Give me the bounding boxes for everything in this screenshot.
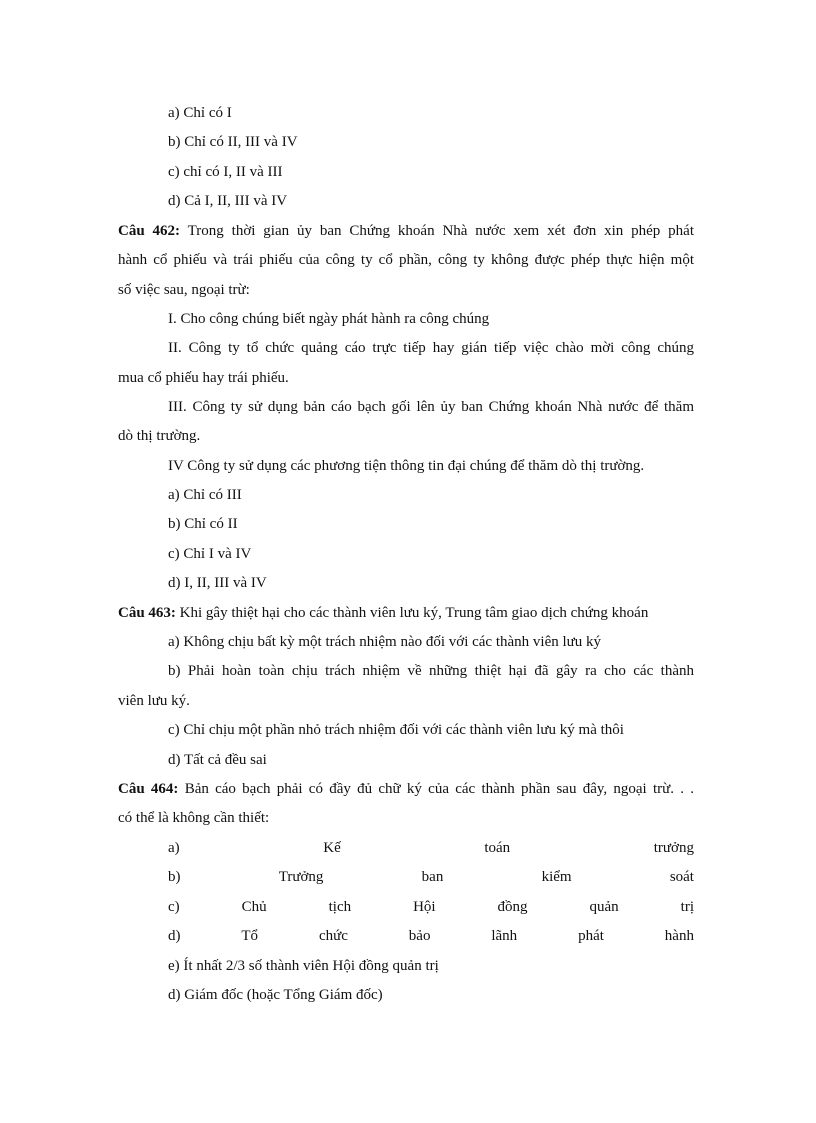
option-c: c) chỉ có I, II và III bbox=[168, 164, 283, 180]
question-462-option-c: c) Chỉ I và IV bbox=[168, 546, 252, 562]
question-464-option-f: d) Giám đốc (hoặc Tổng Giám đốc) bbox=[168, 987, 383, 1003]
question-463-option-a: a) Không chịu bất kỳ một trách nhiệm nào đối với các thành viên lưu ký bbox=[168, 634, 602, 650]
question-462-option-d: d) I, II, III và IV bbox=[168, 575, 267, 591]
option-word: toán bbox=[484, 840, 511, 856]
option-word: c) bbox=[168, 899, 180, 915]
option-word: soát bbox=[669, 869, 694, 885]
question-464-option-b bbox=[168, 868, 694, 886]
question-464-line-1 bbox=[118, 780, 694, 798]
option-word: chức bbox=[318, 928, 348, 944]
question-462-item-2-line-2: mua cổ phiếu hay trái phiếu. bbox=[118, 370, 289, 386]
question-462-item-1: I. Cho công chúng biết ngày phát hành ra công chúng bbox=[168, 311, 490, 327]
option-a: a) Chỉ có I bbox=[168, 105, 232, 121]
option-word: Kế bbox=[323, 840, 341, 856]
question-463-label: Câu 463: bbox=[118, 605, 176, 621]
option-word: quản bbox=[589, 899, 619, 915]
option-word: Trưởng bbox=[278, 869, 324, 885]
question-462-option-b: b) Chỉ có II bbox=[168, 516, 238, 532]
question-464-label: Câu 464: bbox=[118, 781, 179, 797]
option-b: b) Chỉ có II, III và IV bbox=[168, 134, 298, 150]
option-word: kiểm bbox=[541, 869, 572, 885]
question-463-option-b-line-1: b) Phải hoàn toàn chịu trách nhiệm về những thiệt hại đã gây ra cho các thành bbox=[168, 663, 694, 679]
question-462-item-3-line-2: dò thị trường. bbox=[118, 428, 201, 444]
question-462-label: Câu 462: bbox=[118, 223, 181, 239]
option-word: trị bbox=[680, 899, 694, 915]
question-463-option-b-line-2: viên lưu ký. bbox=[118, 693, 190, 709]
option-word: bảo bbox=[408, 928, 431, 944]
question-462-text-1: Trong thời gian ủy ban Chứng khoán Nhà nước xem xét đơn xin phép phát bbox=[187, 223, 694, 239]
question-463-option-c: c) Chỉ chịu một phần nhỏ trách nhiệm đối với các thành viên lưu ký mà thôi bbox=[168, 722, 624, 738]
question-464-option-c bbox=[168, 898, 694, 916]
option-d: d) Cả I, II, III và IV bbox=[168, 193, 288, 209]
option-word: ban bbox=[421, 869, 444, 885]
option-word: tịch bbox=[328, 899, 352, 915]
option-word: a) bbox=[168, 840, 180, 856]
option-word: d) bbox=[168, 928, 181, 944]
question-462-line-1 bbox=[118, 222, 694, 240]
option-word: Hội bbox=[413, 899, 436, 915]
question-464-option-d bbox=[168, 927, 694, 945]
question-464-line-2: có thể là không cần thiết: bbox=[118, 810, 270, 826]
option-word: Tổ bbox=[241, 928, 259, 944]
question-464-option-e: e) Ít nhất 2/3 số thành viên Hội đồng quản trị bbox=[168, 958, 439, 974]
question-464-option-a bbox=[168, 839, 694, 857]
question-462-line-3: số việc sau, ngoại trừ: bbox=[118, 282, 250, 298]
option-word: Chủ bbox=[241, 899, 267, 915]
question-462-line-2: hành cổ phiếu và trái phiếu của công ty cổ phần, công ty không được phép thực hiện một bbox=[118, 252, 694, 268]
question-464-text-1: Bản cáo bạch phải có đầy đủ chữ ký của các thành phần sau đây, ngoại trừ. . . bbox=[184, 781, 695, 797]
question-463-text: Khi gây thiệt hại cho các thành viên lưu ký, Trung tâm giao dịch chứng khoán bbox=[179, 605, 649, 621]
option-word: b) bbox=[168, 869, 181, 885]
option-word: trưởng bbox=[653, 840, 694, 856]
option-word: hành bbox=[664, 928, 694, 944]
question-462-item-2-line-1: II. Công ty tổ chức quảng cáo trực tiếp hay gián tiếp việc chào mời công chúng bbox=[168, 340, 694, 356]
question-462-item-4: IV Công ty sử dụng các phương tiện thông tin đại chúng để thăm dò thị trường. bbox=[168, 458, 645, 474]
question-463-option-d: d) Tất cả đều sai bbox=[168, 752, 267, 768]
question-462-option-a: a) Chỉ có III bbox=[168, 487, 242, 503]
option-word: đồng bbox=[497, 899, 528, 915]
option-word: lãnh bbox=[491, 928, 518, 944]
question-462-item-3-line-1: III. Công ty sử dụng bản cáo bạch gối lên ủy ban Chứng khoán Nhà nước để thăm bbox=[168, 399, 694, 415]
option-word: phát bbox=[578, 928, 604, 944]
question-463-line-1 bbox=[118, 604, 648, 622]
